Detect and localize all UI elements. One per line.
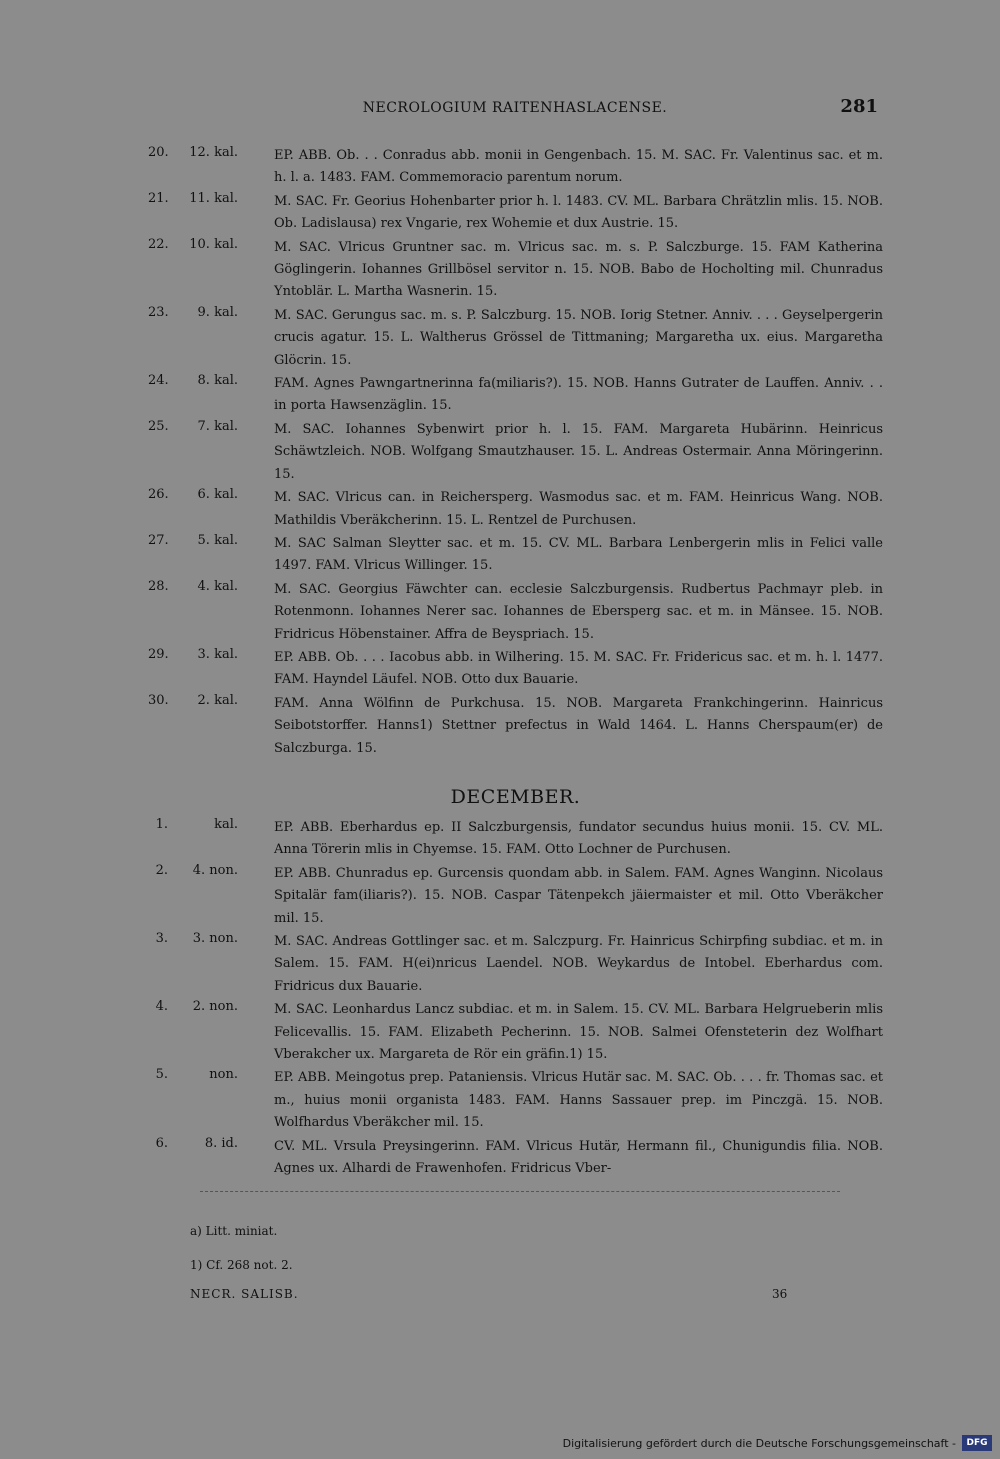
entry-day: 12. kal. bbox=[189, 145, 238, 160]
entry-text: M. SAC. Vlricus can. in Reichersperg. Wasmodus sac. et m. FAM. Heinricus Wang. NOB. Mathildis Vberäkcherinn. 15. L. Rentzel de Purchusen. bbox=[274, 490, 883, 528]
dfg-logo: DFG bbox=[962, 1435, 992, 1451]
entry-row bbox=[148, 579, 883, 646]
entry-day: 7. kal. bbox=[197, 418, 238, 434]
entry-day: 6. kal. bbox=[197, 487, 238, 503]
entry-row bbox=[148, 693, 883, 760]
entry-number: 1. bbox=[155, 817, 168, 832]
entry-row bbox=[148, 419, 883, 486]
entry-number: 20. bbox=[148, 145, 169, 160]
entry-number: 4. bbox=[155, 999, 168, 1015]
entry-row bbox=[148, 999, 883, 1066]
entry-number: 28. bbox=[148, 578, 169, 594]
footnote-a: a) Litt. miniat. bbox=[190, 1224, 278, 1238]
entry-row bbox=[148, 373, 883, 418]
running-title: NECROLOGIUM RAITENHASLACENSE. bbox=[362, 100, 668, 116]
entry-number: 25. bbox=[148, 418, 169, 434]
entry-day: 10. kal. bbox=[189, 236, 238, 252]
entry-text: EP. ABB. Meingotus prep. Pataniensis. Vlricus Hutär sac. M. SAC. Ob. . . . fr. Thomas sac. et m., huius monii organista 1483. FAM. Hanns Sassauer prep. im Pinczgä. 15. NOB. Wolfhardus Vberäkcher mil. 15. bbox=[274, 1070, 883, 1131]
page-number: 281 bbox=[840, 96, 878, 117]
entry-day: 11. kal. bbox=[189, 190, 238, 206]
entry-day: 9. kal. bbox=[197, 304, 238, 320]
entry-row bbox=[148, 817, 883, 862]
entry-number: 29. bbox=[148, 646, 169, 662]
entry-row bbox=[148, 305, 883, 372]
entry-text: M. SAC. Fr. Georius Hohenbarter prior h. l. 1483. CV. ML. Barbara Chrätzlin mlis. 15. NOB. Ob. Ladislausa) rex Vngarie, rex Wohemie et dux Austrie. 15. bbox=[274, 193, 883, 232]
entry-text: FAM. Agnes Pawngartnerinna fa(miliaris?). 15. NOB. Hanns Gutrater de Lauffen. Anniv. . . in porta Hawsenzäglin. 15. bbox=[274, 376, 883, 414]
november-entries bbox=[148, 145, 883, 761]
entry-number: 6. bbox=[155, 1135, 168, 1151]
entry-day: 2. non. bbox=[192, 999, 238, 1015]
entry-number: 21. bbox=[148, 190, 169, 206]
entry-row bbox=[148, 931, 883, 998]
entry-day: non. bbox=[209, 1067, 238, 1083]
entry-text: M. SAC. Leonhardus Lancz subdiac. et m. in Salem. 15. CV. ML. Barbara Helgrueberin mlis Felicevallis. 15. FAM. Elizabeth Pecherinn. 15. NOB. Salmei Ofensteterin dez Wolfhart Vberakcher ux. Margareta de Rör ein gräfin.1) 15. bbox=[274, 1002, 883, 1063]
entry-text: EP. ABB. Ob. . . Conradus abb. monii in Gengenbach. 15. M. SAC. Fr. Valentinus sac. et m. h. l. a. 1483. FAM. Commemoracio parentum norum. bbox=[274, 148, 883, 186]
entry-text: EP. ABB. Eberhardus ep. II Salczburgensis, fundator secundus huius monii. 15. CV. ML. Anna Törerin mlis in Chyemse. 15. FAM. Otto Lochner de Purchusen. bbox=[274, 820, 883, 858]
entry-text: EP. ABB. Ob. . . . Iacobus abb. in Wilhering. 15. M. SAC. Fr. Fridericus sac. et m. h. l. 1477. FAM. Hayndel Läufel. NOB. Otto dux Bauarie. bbox=[274, 649, 883, 688]
entry-row bbox=[148, 1067, 883, 1134]
entry-number: 22. bbox=[148, 236, 169, 252]
entry-text: M. SAC. Gerungus sac. m. s. P. Salczburg. 15. NOB. Iorig Stetner. Anniv. . . . Geyselpergerin crucis agatur. 15. L. Waltherus Grössel de Tittmaning; Margaretha ux. eius. Margaretha Glöcrin. 15. bbox=[274, 307, 883, 368]
entry-day: 2. kal. bbox=[197, 692, 238, 708]
entry-text: M. SAC. Iohannes Sybenwirt prior h. l. 15. FAM. Margareta Hubärinn. Heinricus Schäwtzleich. NOB. Wolfgang Smautzhauser. 15. L. Andreas Ostermair. Anna Möringerinn. 15. bbox=[274, 421, 883, 482]
entry-number: 30. bbox=[148, 692, 169, 708]
entry-day: 5. kal. bbox=[197, 532, 238, 548]
entry-day: kal. bbox=[214, 817, 238, 832]
footer-bar bbox=[0, 1431, 1000, 1459]
entry-number: 3. bbox=[155, 931, 168, 947]
december-entries bbox=[148, 817, 883, 1182]
entry-row bbox=[148, 487, 883, 532]
entry-day: 3. non. bbox=[192, 931, 238, 947]
section-title-december: DECEMBER. bbox=[450, 786, 581, 808]
entry-number: 27. bbox=[148, 532, 169, 548]
entry-row bbox=[148, 191, 883, 236]
footnotes bbox=[190, 1224, 790, 1292]
footnote-1: 1) Cf. 268 not. 2. bbox=[190, 1258, 293, 1272]
entry-number: 5. bbox=[155, 1067, 168, 1083]
entry-text: EP. ABB. Chunradus ep. Gurcensis quondam abb. in Salem. FAM. Agnes Wanginn. Nicolaus Spitalär fam(iliaris?). 15. NOB. Caspar Tätenpekch jäiermaister et mil. Otto Vberäkcher mil. 15. bbox=[274, 865, 883, 926]
entry-text: CV. ML. Vrsula Preysingerinn. FAM. Vlricus Hutär, Hermann fil., Chunigundis filia. NOB. Agnes ux. Alhardi de Frawenhofen. Fridricus Vber- bbox=[274, 1138, 883, 1177]
entry-day: 4. non. bbox=[192, 862, 238, 878]
signature-number: 36 bbox=[772, 1287, 788, 1301]
entry-text: M. SAC. Vlricus Gruntner sac. m. Vlricus sac. m. s. P. Salczburge. 15. FAM Katherina Göglingerin. Iohannes Grillbösel servitor n. 15. NOB. Babo de Hocholting mil. Chunradus Yntoblär. L. Martha Wasnerin. 15. bbox=[274, 239, 883, 300]
entry-day: 3. kal. bbox=[197, 646, 238, 662]
entry-text: FAM. Anna Wölfinn de Purkchusa. 15. NOB. Margareta Frankchingerinn. Hainricus Seibotstorffer. Hanns1) Stettner prefectus in Wald 1464. L. Hanns Cherspaum(er) de Salczburga. 15. bbox=[274, 695, 883, 756]
printer-signature bbox=[190, 1287, 800, 1303]
entry-number: 26. bbox=[148, 487, 169, 503]
entry-day: 8. id. bbox=[204, 1135, 238, 1151]
entry-row bbox=[148, 647, 883, 692]
entry-text: M. SAC. Georgius Fäwchter can. ecclesie Salczburgensis. Rudbertus Pachmayr pleb. in Rotenmonn. Iohannes Nerer sac. Iohannes de Ebersperg sac. et m. in Mänsee. 15. NOB. Fridricus Höbenstainer. Affra de Beyspriach. 15. bbox=[274, 581, 883, 642]
entry-number: 24. bbox=[148, 373, 169, 389]
entry-day: 4. kal. bbox=[197, 578, 238, 594]
entry-row bbox=[148, 1136, 883, 1181]
entry-row bbox=[148, 863, 883, 930]
entry-text: M. SAC Salman Sleytter sac. et m. 15. CV. ML. Barbara Lenbergerin mlis in Felici valle 1497. FAM. Vlricus Willinger. 15. bbox=[274, 535, 883, 574]
entry-row bbox=[148, 237, 883, 304]
footnote-separator bbox=[200, 1191, 840, 1192]
entry-number: 23. bbox=[148, 304, 169, 320]
signature-mark: NECR. SALISB. bbox=[190, 1287, 299, 1301]
entry-text: M. SAC. Andreas Gottlinger sac. et m. Salczpurg. Fr. Hainricus Schirpfing subdiac. et m. in Salem. 15. FAM. H(ei)nricus Laendel. NOB. Weykardus de Intobel. Eberhardus com. Fridricus dux Bauarie. bbox=[274, 934, 883, 994]
funding-notice: Digitalisierung gefördert durch die Deutsche Forschungsgemeinschaft - bbox=[562, 1437, 956, 1450]
page-header bbox=[150, 96, 880, 124]
entry-row bbox=[148, 145, 883, 190]
entry-day: 8. kal. bbox=[197, 373, 238, 389]
entry-number: 2. bbox=[155, 862, 168, 878]
entry-row bbox=[148, 533, 883, 578]
